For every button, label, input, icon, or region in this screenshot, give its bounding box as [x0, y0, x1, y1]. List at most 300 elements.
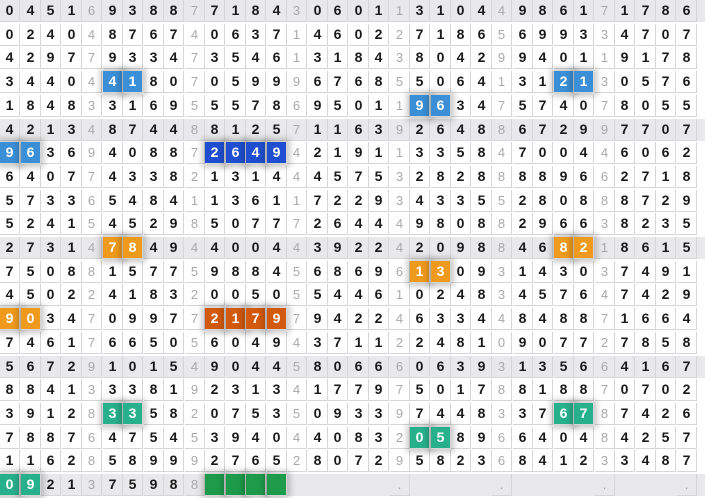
number-cell: 1 [472, 332, 492, 354]
number-cell: 8 [41, 427, 61, 449]
separator-cell: 9 [185, 379, 205, 401]
number-cell: 4 [431, 332, 451, 354]
number-cell: 0 [205, 71, 225, 93]
separator-cell: 9 [390, 403, 410, 425]
number-cell: 1 [62, 474, 82, 496]
trailing-dot: . [492, 474, 512, 496]
number-cell: 9 [123, 308, 143, 330]
number-cell: 0 [656, 379, 676, 401]
separator-cell: 7 [595, 308, 615, 330]
number-cell: 9 [328, 237, 348, 259]
board-row [0, 190, 705, 212]
number-cell: 1 [123, 284, 143, 306]
number-cell: 3 [205, 427, 225, 449]
number-cell: 6 [574, 356, 594, 378]
number-cell: 2 [21, 24, 41, 46]
highlighted-number-cell: 3 [123, 403, 143, 425]
separator-cell: 8 [595, 190, 615, 212]
number-cell: 8 [164, 142, 184, 164]
highlighted-number-cell: 8 [123, 237, 143, 259]
number-cell: 2 [349, 237, 369, 259]
separator-cell: 4 [82, 237, 102, 259]
number-cell: 4 [103, 142, 123, 164]
number-cell: 6 [226, 24, 246, 46]
number-cell: 9 [267, 332, 287, 354]
number-cell: 3 [103, 379, 123, 401]
number-cell: 1 [103, 356, 123, 378]
number-cell: 9 [144, 308, 164, 330]
number-cell: 9 [677, 190, 697, 212]
number-cell: 9 [615, 47, 635, 69]
number-cell: 1 [0, 450, 20, 472]
number-cell: 2 [677, 379, 697, 401]
board-row [0, 95, 705, 117]
number-cell: 6 [513, 119, 533, 141]
trailing-dot: . [390, 474, 410, 496]
number-cell: 9 [472, 356, 492, 378]
separator-cell: 9 [82, 356, 102, 378]
number-cell: 3 [431, 190, 451, 212]
number-cell: 7 [636, 24, 656, 46]
number-cell: 3 [41, 142, 61, 164]
separator-cell: 7 [287, 213, 307, 235]
separator-cell: 5 [185, 332, 205, 354]
number-cell: 4 [164, 119, 184, 141]
separator-cell: 3 [492, 356, 512, 378]
number-cell: 2 [410, 237, 430, 259]
separator-cell: 3 [595, 450, 615, 472]
number-cell: 7 [328, 71, 348, 93]
number-cell: 7 [164, 308, 184, 330]
highlighted-number-cell: 9 [0, 308, 20, 330]
separator-cell: 4 [492, 0, 512, 22]
number-cell: 6 [472, 24, 492, 46]
separator-cell: 2 [595, 332, 615, 354]
number-cell: 7 [246, 213, 266, 235]
number-cell: 5 [677, 213, 697, 235]
separator-cell: 2 [287, 450, 307, 472]
number-cell: 4 [615, 427, 635, 449]
number-cell: 5 [369, 166, 389, 188]
number-cell: 9 [451, 237, 471, 259]
number-cell: 6 [431, 119, 451, 141]
separator-cell: 3 [595, 261, 615, 283]
number-cell: 7 [328, 379, 348, 401]
number-cell: 2 [21, 119, 41, 141]
number-cell: 8 [0, 379, 20, 401]
number-cell: 0 [451, 0, 471, 22]
number-cell: 4 [21, 0, 41, 22]
number-cell: 6 [328, 0, 348, 22]
number-cell: 6 [267, 47, 287, 69]
number-cell: 3 [123, 47, 143, 69]
highlighted-number-cell: 6 [21, 142, 41, 164]
number-cell: 2 [349, 308, 369, 330]
number-cell: 7 [123, 427, 143, 449]
number-cell: 1 [123, 95, 143, 117]
board-row [0, 284, 705, 306]
separator-cell: 5 [287, 403, 307, 425]
number-cell: 4 [41, 379, 61, 401]
number-cell: 6 [656, 308, 676, 330]
number-cell: 5 [513, 95, 533, 117]
number-cell: 2 [308, 213, 328, 235]
number-cell: 7 [554, 284, 574, 306]
number-cell: 0 [431, 379, 451, 401]
number-cell: 0 [164, 71, 184, 93]
number-cell: 8 [574, 190, 594, 212]
number-cell: 8 [164, 0, 184, 22]
number-cell: 0 [205, 284, 225, 306]
number-cell: 1 [369, 0, 389, 22]
number-cell: 8 [103, 24, 123, 46]
number-cell: 4 [349, 213, 369, 235]
separator-cell: 4 [595, 284, 615, 306]
number-cell: 1 [369, 95, 389, 117]
number-cell: 7 [656, 47, 676, 69]
number-cell: 2 [472, 47, 492, 69]
number-cell: 8 [451, 24, 471, 46]
number-cell: 8 [472, 284, 492, 306]
separator-cell: 3 [287, 0, 307, 22]
separator-cell: 9 [492, 47, 512, 69]
number-cell: 3 [226, 166, 246, 188]
number-cell: 3 [513, 71, 533, 93]
number-cell: 6 [328, 24, 348, 46]
separator-cell: 5 [390, 71, 410, 93]
separator-cell: 4 [390, 237, 410, 259]
number-cell: 4 [533, 47, 553, 69]
number-cell: 7 [328, 332, 348, 354]
separator-cell: 2 [390, 332, 410, 354]
number-cell: 7 [677, 356, 697, 378]
number-cell: 3 [144, 166, 164, 188]
number-cell: 4 [636, 450, 656, 472]
separator-cell: 4 [287, 332, 307, 354]
number-cell: 3 [369, 119, 389, 141]
number-cell: 6 [41, 450, 61, 472]
number-cell: 5 [267, 119, 287, 141]
number-cell: 0 [349, 24, 369, 46]
separator-cell: 5 [185, 427, 205, 449]
number-cell: 8 [431, 166, 451, 188]
board-row [0, 356, 705, 378]
number-cell: 3 [533, 356, 553, 378]
number-cell: 3 [0, 71, 20, 93]
number-cell: 2 [431, 284, 451, 306]
highlighted-number-cell: 6 [431, 95, 451, 117]
number-cell: 8 [677, 166, 697, 188]
number-cell: 8 [349, 427, 369, 449]
separator-cell: 4 [287, 166, 307, 188]
number-cell: 4 [472, 95, 492, 117]
number-cell: 4 [328, 308, 348, 330]
number-cell: 7 [308, 190, 328, 212]
number-cell: 6 [328, 213, 348, 235]
number-cell: 4 [308, 166, 328, 188]
separator-cell: 4 [185, 356, 205, 378]
number-cell: 9 [41, 47, 61, 69]
number-cell: 9 [103, 0, 123, 22]
number-cell: 0 [123, 142, 143, 164]
number-cell: 2 [41, 474, 61, 496]
number-cell: 3 [513, 403, 533, 425]
number-cell: 0 [615, 379, 635, 401]
separator-cell: 6 [492, 450, 512, 472]
number-cell: 8 [636, 332, 656, 354]
number-cell: 4 [21, 332, 41, 354]
separator-cell: 3 [492, 403, 512, 425]
number-cell: 0 [636, 142, 656, 164]
separator-cell: 9 [390, 119, 410, 141]
number-cell: 1 [246, 166, 266, 188]
number-cell: 1 [164, 379, 184, 401]
separator-cell: 9 [595, 119, 615, 141]
number-cell: 8 [615, 190, 635, 212]
number-cell: 3 [308, 332, 328, 354]
separator-cell: 7 [82, 308, 102, 330]
separator-cell: 2 [185, 166, 205, 188]
number-cell: 1 [41, 119, 61, 141]
number-cell: 7 [677, 24, 697, 46]
number-cell: 4 [103, 166, 123, 188]
number-cell: 9 [103, 47, 123, 69]
number-cell: 9 [513, 332, 533, 354]
number-cell: 8 [226, 261, 246, 283]
number-cell: 5 [123, 474, 143, 496]
number-cell: 8 [246, 0, 266, 22]
number-cell: 8 [21, 427, 41, 449]
number-cell: 0 [226, 332, 246, 354]
number-cell: 2 [369, 308, 389, 330]
number-cell: 4 [533, 427, 553, 449]
number-cell: 1 [62, 237, 82, 259]
trailing-dot: . [677, 474, 697, 496]
number-cell: 9 [144, 450, 164, 472]
number-cell: 3 [267, 403, 287, 425]
separator-cell: 7 [595, 0, 615, 22]
number-cell: 3 [308, 237, 328, 259]
separator-cell: 5 [287, 284, 307, 306]
number-cell: 0 [328, 356, 348, 378]
number-cell: 0 [451, 261, 471, 283]
number-cell: 5 [103, 450, 123, 472]
highlighted-number-cell: 2 [205, 142, 225, 164]
number-cell: 7 [123, 24, 143, 46]
number-cell: 6 [144, 95, 164, 117]
number-cell: 9 [349, 142, 369, 164]
number-cell: 1 [533, 379, 553, 401]
number-cell: 9 [328, 403, 348, 425]
separator-cell: 8 [185, 474, 205, 496]
number-cell: 4 [267, 0, 287, 22]
board-row [0, 47, 705, 69]
number-cell: 0 [451, 213, 471, 235]
number-cell: 0 [533, 142, 553, 164]
number-cell: 4 [369, 213, 389, 235]
number-cell: 4 [0, 119, 20, 141]
number-cell: 5 [472, 190, 492, 212]
number-cell: 5 [205, 95, 225, 117]
number-cell: 4 [246, 332, 266, 354]
number-cell: 0 [656, 24, 676, 46]
number-cell: 6 [636, 237, 656, 259]
number-cell: 8 [554, 379, 574, 401]
highlighted-empty-cell [205, 474, 225, 496]
number-cell: 3 [431, 142, 451, 164]
separator-cell: 2 [390, 24, 410, 46]
separator-cell: 1 [595, 47, 615, 69]
separator-cell: 7 [82, 166, 102, 188]
separator-cell: 6 [82, 0, 102, 22]
number-cell: 1 [513, 261, 533, 283]
number-cell: 2 [410, 332, 430, 354]
number-cell: 5 [21, 261, 41, 283]
number-cell: 8 [472, 142, 492, 164]
separator-cell: 4 [82, 119, 102, 141]
number-cell: 3 [41, 308, 61, 330]
number-cell: 8 [533, 190, 553, 212]
separator-cell: 3 [492, 261, 512, 283]
number-cell: 0 [226, 213, 246, 235]
number-cell: 0 [205, 24, 225, 46]
number-cell: 5 [226, 71, 246, 93]
board-row [0, 142, 705, 164]
number-cell: 7 [533, 403, 553, 425]
number-cell: 7 [533, 95, 553, 117]
number-cell: 1 [226, 0, 246, 22]
number-cell: 3 [656, 213, 676, 235]
separator-cell: 5 [287, 261, 307, 283]
separator-cell: 4 [390, 213, 410, 235]
number-cell: 0 [554, 142, 574, 164]
number-cell: 1 [636, 356, 656, 378]
number-cell: 9 [472, 427, 492, 449]
number-cell: 6 [513, 427, 533, 449]
separator-cell: 4 [287, 237, 307, 259]
number-cell: 7 [615, 284, 635, 306]
number-cell: 8 [349, 47, 369, 69]
number-cell: 4 [308, 24, 328, 46]
number-cell: 5 [636, 71, 656, 93]
number-cell: 7 [636, 379, 656, 401]
number-cell: 5 [0, 356, 20, 378]
number-cell: 6 [308, 261, 328, 283]
separator-cell: 3 [390, 47, 410, 69]
number-cell: 4 [615, 356, 635, 378]
number-cell: 5 [410, 450, 430, 472]
number-cell: 7 [144, 261, 164, 283]
number-cell: 3 [123, 166, 143, 188]
number-cell: 3 [41, 237, 61, 259]
number-cell: 3 [226, 190, 246, 212]
number-cell: 4 [451, 119, 471, 141]
number-cell: 4 [554, 95, 574, 117]
number-cell: 8 [144, 142, 164, 164]
number-cell: 0 [0, 0, 20, 22]
separator-cell: 2 [185, 403, 205, 425]
number-cell: 8 [369, 71, 389, 93]
separator-cell: 5 [185, 261, 205, 283]
number-cell: 4 [636, 403, 656, 425]
number-cell: 3 [308, 47, 328, 69]
number-cell: 2 [451, 450, 471, 472]
highlighted-number-cell: 0 [0, 474, 20, 496]
number-cell: 5 [451, 142, 471, 164]
number-cell: 9 [164, 95, 184, 117]
separator-cell: 3 [82, 95, 102, 117]
number-cell: 1 [554, 450, 574, 472]
number-cell: 0 [267, 427, 287, 449]
number-cell: 2 [369, 450, 389, 472]
number-cell: 5 [410, 71, 430, 93]
number-cell: 6 [615, 142, 635, 164]
number-cell: 0 [554, 47, 574, 69]
number-cell: 8 [267, 95, 287, 117]
number-cell: 8 [554, 308, 574, 330]
number-cell: 9 [533, 213, 553, 235]
number-cell: 8 [144, 0, 164, 22]
separator-cell: 9 [82, 142, 102, 164]
number-cell: 2 [205, 450, 225, 472]
number-cell: 3 [226, 379, 246, 401]
number-cell: 0 [615, 71, 635, 93]
number-cell: 1 [144, 356, 164, 378]
number-cell: 1 [656, 237, 676, 259]
number-cell: 4 [451, 284, 471, 306]
number-cell: 0 [533, 332, 553, 354]
number-cell: 0 [308, 403, 328, 425]
number-cell: 8 [205, 119, 225, 141]
number-cell: 1 [328, 119, 348, 141]
number-cell: 8 [472, 237, 492, 259]
number-cell: 3 [62, 190, 82, 212]
separator-cell: 1 [492, 71, 512, 93]
number-cell: 7 [636, 190, 656, 212]
number-cell: 0 [410, 284, 430, 306]
number-cell: 0 [431, 47, 451, 69]
number-cell: 0 [0, 24, 20, 46]
number-cell: 6 [533, 237, 553, 259]
number-cell: 9 [533, 24, 553, 46]
number-cell: 8 [574, 308, 594, 330]
number-cell: 6 [636, 308, 656, 330]
number-cell: 0 [574, 261, 594, 283]
number-cell: 6 [451, 71, 471, 93]
number-cell: 7 [615, 119, 635, 141]
number-cell: 2 [369, 237, 389, 259]
separator-cell: 6 [390, 261, 410, 283]
number-cell: 2 [513, 190, 533, 212]
number-cell: 8 [103, 119, 123, 141]
number-cell: 8 [164, 474, 184, 496]
number-cell: 1 [615, 308, 635, 330]
number-cell: 9 [308, 95, 328, 117]
separator-cell: 3 [390, 190, 410, 212]
number-cell: 9 [369, 190, 389, 212]
number-cell: 1 [533, 71, 553, 93]
separator-cell: 1 [287, 190, 307, 212]
separator-cell: 8 [595, 427, 615, 449]
separator-cell: 1 [390, 95, 410, 117]
number-cell: 0 [349, 0, 369, 22]
number-cell: 8 [123, 450, 143, 472]
number-cell: 8 [144, 379, 164, 401]
highlighted-number-cell: 3 [103, 403, 123, 425]
number-cell: 1 [431, 24, 451, 46]
number-cell: 0 [205, 403, 225, 425]
highlighted-empty-cell [246, 474, 266, 496]
